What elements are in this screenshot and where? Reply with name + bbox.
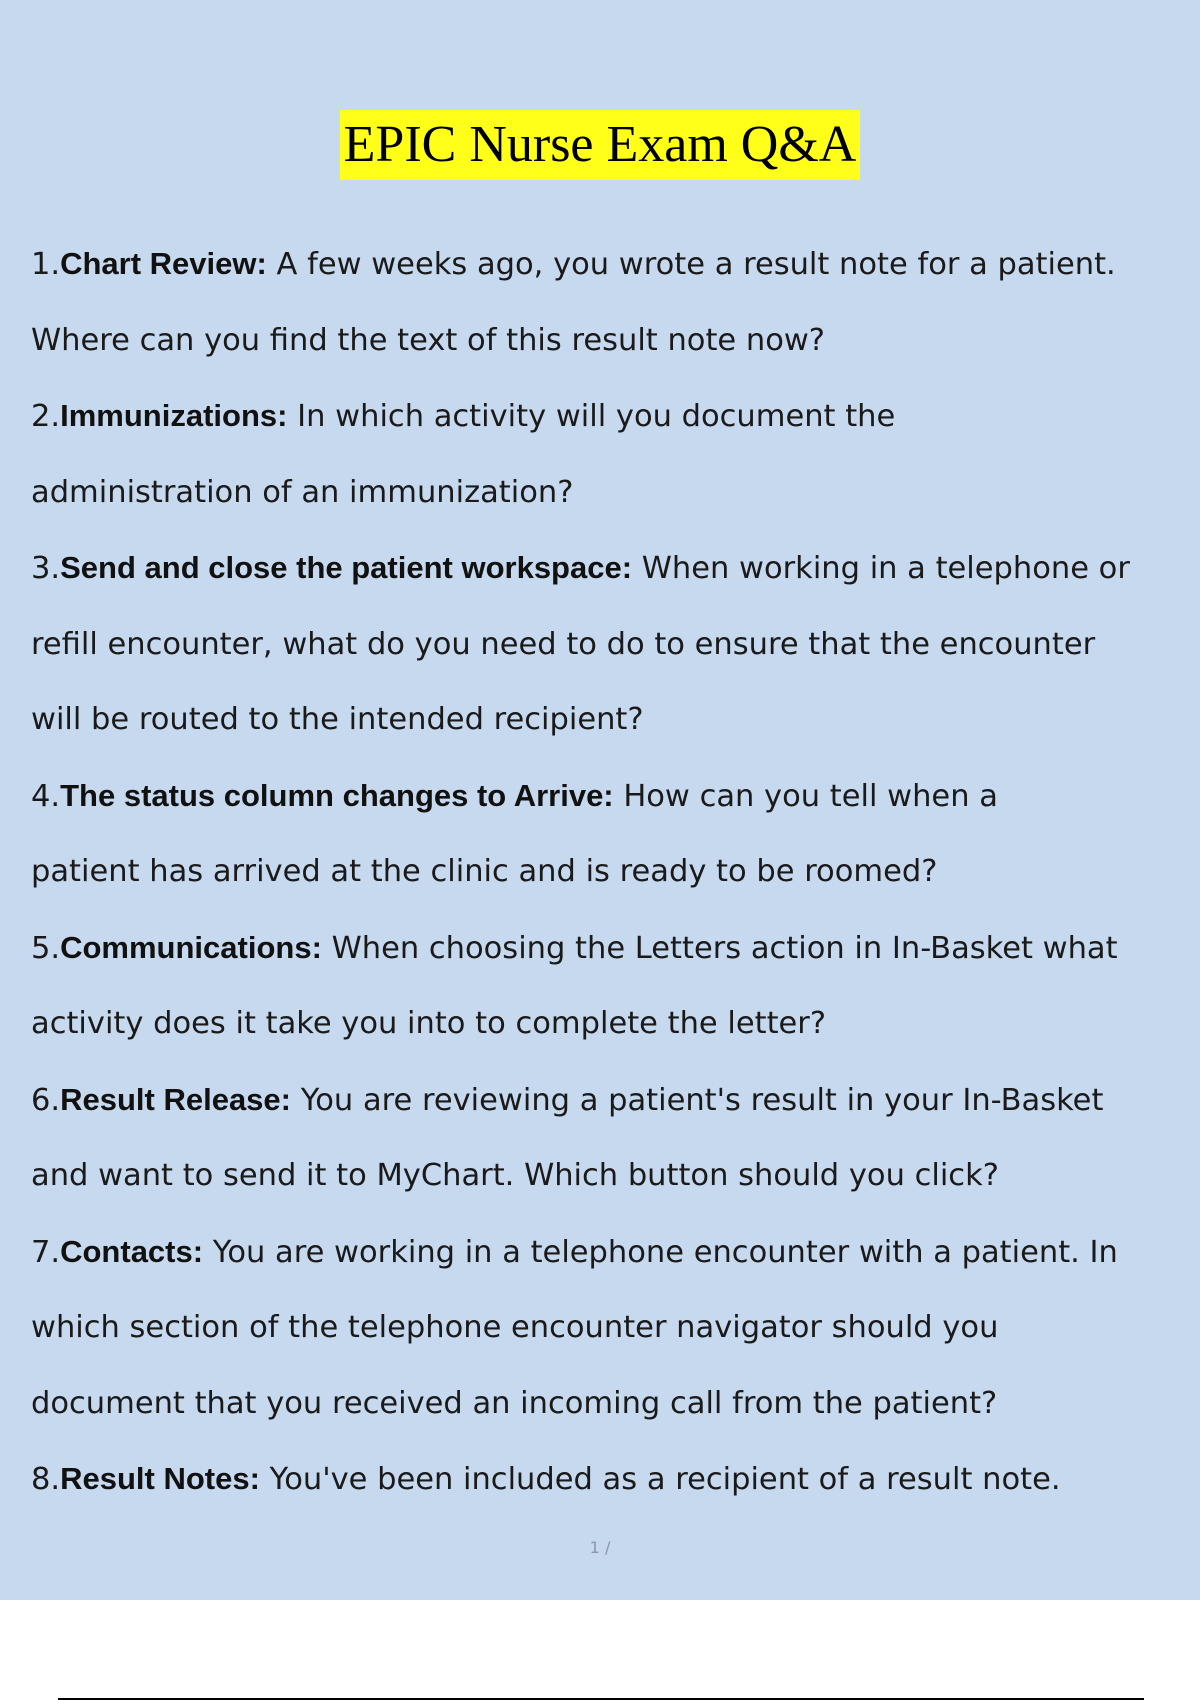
- question-text-line: administration of an immunization?: [31, 474, 574, 510]
- question-term: Result Release:: [60, 1081, 291, 1117]
- page-number: 1 /: [589, 1538, 611, 1557]
- question-text-line: In which activity will you document the: [287, 399, 896, 434]
- question-text-line: You are working in a telephone encounter with a patient. In: [203, 1234, 1118, 1270]
- question-number: 4.: [31, 778, 61, 814]
- question-item-8: [31, 1441, 1191, 1518]
- question-text-line: When choosing the Letters action in In-Basket what: [321, 930, 1118, 966]
- question-text-line: document that you received an incoming call from the patient?: [31, 1385, 998, 1421]
- question-text-line: You are reviewing a patient's result in your In-Basket: [291, 1082, 1104, 1118]
- question-term: Result Notes:: [60, 1461, 260, 1496]
- question-number: 8.: [31, 1462, 61, 1497]
- question-term: Communications:: [60, 929, 322, 965]
- question-text-line: You've been included as a recipient of a result note.: [259, 1462, 1061, 1497]
- question-item-7: [31, 1214, 1191, 1442]
- question-number: 2.: [31, 399, 61, 434]
- question-text-line: activity does it take you into to complete the letter?: [31, 1006, 827, 1041]
- question-text-line: How can you tell when a: [613, 778, 998, 814]
- question-text-line: will be routed to the intended recipient?: [31, 702, 644, 737]
- question-term: Immunizations:: [60, 398, 288, 433]
- question-term: The status column changes to Arrive:: [60, 777, 614, 813]
- question-item-2: [31, 378, 1191, 530]
- question-text-line: patient has arrived at the clinic and is ready to be roomed?: [31, 854, 938, 889]
- question-term: Send and close the patient workspace:: [60, 550, 633, 585]
- question-number: 5.: [31, 930, 61, 966]
- question-text-line: refill encounter, what do you need to do to ensure that the encounter: [31, 626, 1096, 662]
- question-item-6: [31, 1062, 1191, 1214]
- question-list: [31, 226, 1191, 1518]
- question-item-5: [31, 910, 1191, 1062]
- question-item-1: [31, 226, 1191, 378]
- title-container: [0, 110, 1200, 180]
- page-title: EPIC Nurse Exam Q&A: [340, 110, 861, 180]
- question-item-3: [31, 530, 1191, 758]
- question-term: Contacts:: [60, 1233, 204, 1269]
- question-term: Chart Review:: [60, 246, 267, 281]
- question-text-line: which section of the telephone encounter navigator should you: [31, 1310, 999, 1345]
- question-text-line: A few weeks ago, you wrote a result note for a patient.: [266, 247, 1116, 282]
- question-text-line: When working in a telephone or: [632, 551, 1130, 586]
- question-item-4: [31, 758, 1191, 910]
- question-number: 3.: [31, 551, 61, 586]
- question-number: 1.: [31, 247, 61, 282]
- question-number: 7.: [31, 1234, 61, 1270]
- question-text-line: and want to send it to MyChart. Which button should you click?: [31, 1158, 999, 1193]
- question-text-line: Where can you find the text of this result note now?: [31, 322, 825, 358]
- question-number: 6.: [31, 1082, 61, 1118]
